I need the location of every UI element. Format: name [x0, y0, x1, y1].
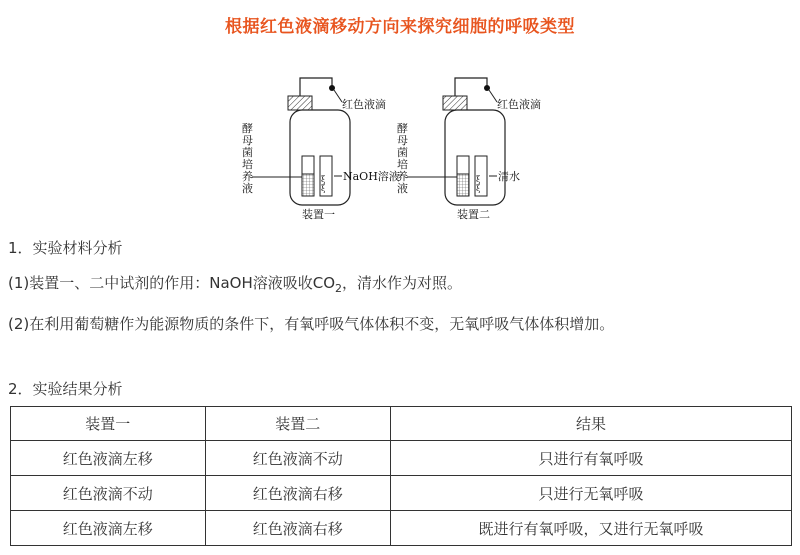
caption-one: 装置一 — [302, 208, 335, 221]
table-header-row — [11, 407, 792, 441]
paragraph-reagent-role: (1)装置一、二中试剂的作用：NaOH溶液吸收$CO_2$，清水作为对照。 — [8, 274, 463, 295]
svg-text:ξ: ξ — [321, 175, 326, 184]
table-cell: 红色液滴右移 — [205, 476, 391, 511]
section-heading-materials: 1．实验材料分析 — [8, 239, 123, 257]
results-table — [10, 406, 792, 546]
svg-text:培: 培 — [242, 158, 253, 171]
header-device-two: 装置二 — [205, 407, 391, 441]
device-one — [242, 78, 400, 221]
table-row — [11, 441, 792, 476]
drop-label-one: 红色液滴 — [342, 98, 386, 111]
svg-text:养: 养 — [397, 170, 408, 183]
svg-text:酵: 酵 — [397, 122, 408, 135]
table-row — [11, 476, 792, 511]
svg-text:液: 液 — [242, 182, 253, 195]
svg-text:培: 培 — [397, 158, 408, 171]
header-device-one: 装置一 — [11, 407, 206, 441]
svg-text:菌: 菌 — [397, 146, 408, 159]
table-cell: 红色液滴左移 — [11, 511, 206, 546]
table-cell: 红色液滴不动 — [11, 476, 206, 511]
table-cell: 只进行有氧呼吸 — [391, 441, 792, 476]
table-cell: 既进行有氧呼吸，又进行无氧呼吸 — [391, 511, 792, 546]
svg-text:ξ: ξ — [321, 184, 326, 193]
liquid-label-one: NaOH溶液 — [343, 170, 400, 183]
drop-label-two: 红色液滴 — [497, 98, 541, 111]
table-row — [11, 511, 792, 546]
table-cell: 红色液滴不动 — [205, 441, 391, 476]
svg-text:ξ: ξ — [476, 175, 481, 184]
header-result: 结果 — [391, 407, 792, 441]
svg-text:母: 母 — [397, 134, 408, 147]
svg-text:菌: 菌 — [242, 146, 253, 159]
side-label-two — [397, 121, 408, 195]
liquid-label-two: 清水 — [498, 170, 520, 183]
table-cell: 红色液滴右移 — [205, 511, 391, 546]
svg-text:ξ: ξ — [476, 184, 481, 193]
side-label-one — [242, 121, 253, 195]
table-cell: 只进行无氧呼吸 — [391, 476, 792, 511]
svg-text:养: 养 — [242, 170, 253, 183]
page-title: 根据红色液滴移动方向来探究细胞的呼吸类型 — [225, 17, 575, 37]
svg-text:母: 母 — [242, 134, 253, 147]
paragraph-gas-volume: (2)在利用葡萄糖作为能源物质的条件下，有氧呼吸气体体积不变，无氧呼吸气体体积增加。 — [8, 315, 615, 333]
glass-tube-two — [455, 78, 487, 96]
svg-text:液: 液 — [397, 182, 408, 195]
table-cell: 红色液滴左移 — [11, 441, 206, 476]
section-heading-results: 2．实验结果分析 — [8, 380, 123, 398]
glass-tube-one — [300, 78, 332, 96]
device-two — [397, 78, 541, 221]
stopper-one — [288, 96, 312, 110]
experiment-diagram — [240, 70, 570, 230]
svg-text:酵: 酵 — [242, 122, 253, 135]
caption-two: 装置二 — [457, 208, 490, 221]
stopper-two — [443, 96, 467, 110]
